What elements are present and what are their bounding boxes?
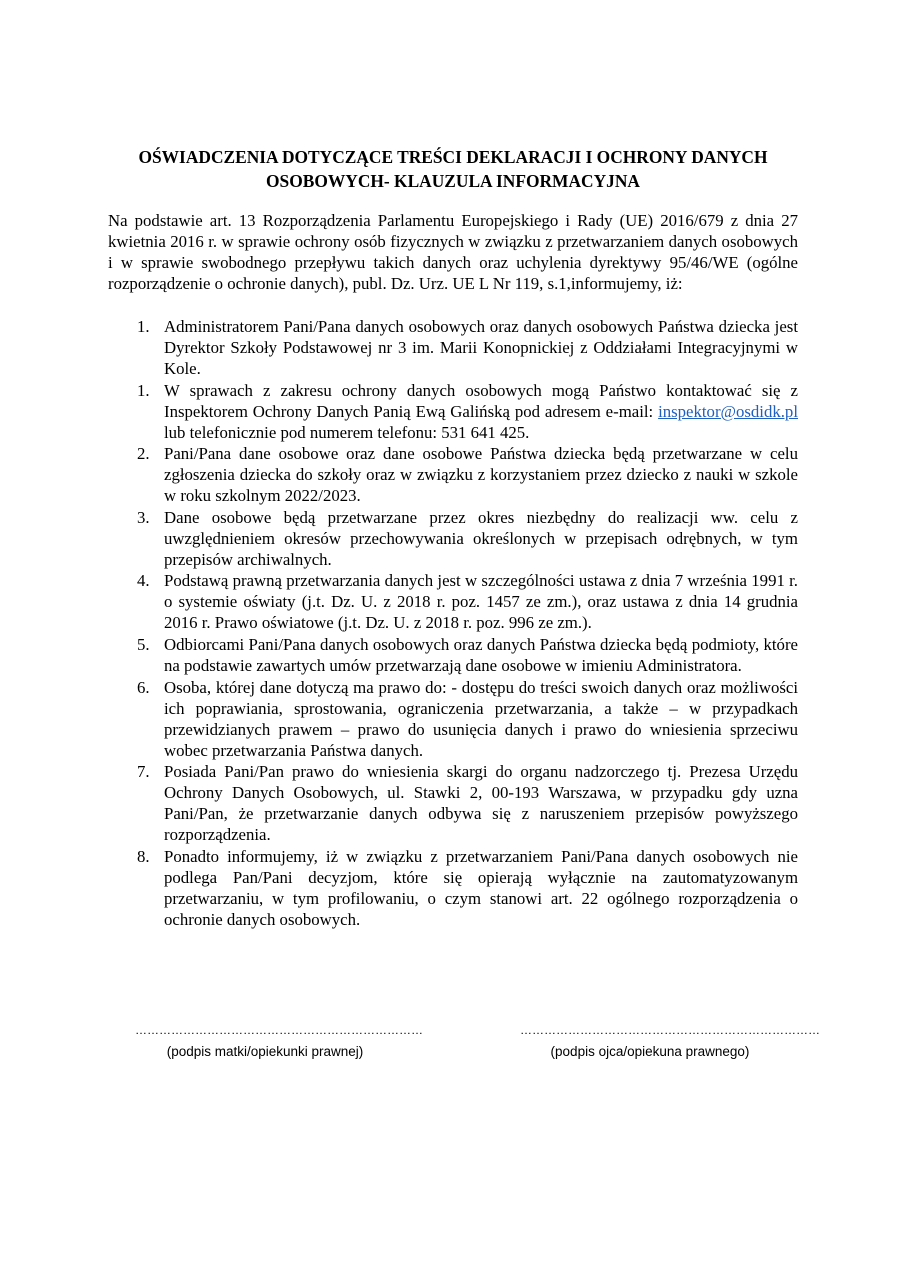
list-item-number: 1. [137,317,150,336]
signature-line: ………………………………………………………………… [520,1023,820,1037]
list-item-number: 2. [137,444,150,464]
list-item [108,507,798,570]
list-item [108,761,798,845]
document-title [108,145,798,193]
list-item [108,316,798,379]
list-item-text: Pani/Pana dane osobowe oraz dane osobowe Państwa dziecka będą przetwarzane w celu zgłoszenia dziecka do szkoły oraz w związku z korzystaniem przez dziecko z nauki w szkole w roku szkolnym 2022/2023. [164,444,798,506]
list-item-number: 6. [137,677,150,697]
list-item [108,677,798,761]
list-item [108,570,798,633]
clause-list [108,316,798,930]
list-item [108,846,798,930]
title-line-2: OSOBOWYCH- KLAUZULA INFORMACYJNA [266,171,640,191]
signature-line: ……………………………………………………………… [135,1023,423,1037]
list-item-text: Posiada Pani/Pan prawo do wniesienia skargi do organu nadzorczego tj. Prezesa Urzędu Ochrony Danych Osobowych, ul. Stawki 2, 00-193 Warszawa, w przypadku gdy uzna Pani/Pan, że przetwarzanie danych odbywa się z naruszeniem przepisów powyższego rozporządzenia. [164,762,798,845]
title-line-1: OŚWIADCZENIA DOTYCZĄCE TREŚCI DEKLARACJI I OCHRONY DANYCH [138,147,768,167]
list-item [108,380,798,443]
signature-father [520,1022,820,1061]
list-item-text: lub telefonicznie pod numerem telefonu: 531 641 425. [164,422,530,442]
signature-label: (podpis matki/opiekunki prawnej) [166,1044,364,1059]
list-item-number: 4. [137,571,150,591]
list-item-number: 3. [137,507,150,527]
intro-paragraph: Na podstawie art. 13 Rozporządzenia Parlamentu Europejskiego i Rady (UE) 2016/679 z dnia 27 kwietnia 2016 r. w sprawie ochrony osób fizycznych w związku z przetwarzaniem danych osobowych i w sprawie swobodnego przepływu takich danych oraz uchylenia dyrektywy 95/46/WE (ogólne rozporządzenie o ochronie danych), publ. Dz. Urz. UE L Nr 119, s.1,informujemy, iż: [108,211,798,293]
list-item-text: W sprawach z zakresu ochrony danych osobowych mogą Państwo kontaktować się z Inspektorem Ochrony Danych Panią Ewą Galińską pod adresem e-mail: [164,380,798,421]
list-item-text: Podstawą prawną przetwarzania danych jest w szczególności ustawa z dnia 7 września 1991 r. o systemie oświaty (j.t. Dz. U. z 2018 r. poz. 1457 ze zm.), oraz ustawa z dnia 14 grudnia 2016 r. Prawo oświatowe (j.t. Dz. U. z 2018 r. poz. 996 ze zm.). [164,571,798,633]
list-item-text: Ponadto informujemy, iż w związku z przetwarzaniem Pani/Pana danych osobowych nie podlega Pan/Pani decyzjom, które się opierają wyłącznie na zautomatyzowanym przetwarzaniu, w tym profilowaniu, o czym stanowi art. 22 ogólnego rozporządzenia o ochronie danych osobowych. [164,846,798,929]
signature-label: (podpis ojca/opiekuna prawnego) [550,1044,750,1059]
email-link[interactable]: inspektor@osdidk.pl [658,401,798,421]
list-item [108,443,798,506]
list-item [108,634,798,676]
list-item-number: 1. [137,380,150,400]
list-item-text: Administratorem Pani/Pana danych osobowych oraz danych osobowych Państwa dziecka jest Dyrektor Szkoły Podstawowej nr 3 im. Marii Konopnickiej z Oddziałami Integracyjnymi w Kole. [164,317,798,378]
list-item-text: Osoba, której dane dotyczą ma prawo do: - dostępu do treści swoich danych oraz możliwości ich poprawiania, sprostowania, ograniczenia przetwarzania, a także – w przypadkach przewidzianych prawem – prawo do usunięcia danych i prawo do wniesienia sprzeciwu wobec przetwarzania Państwa danych. [164,677,798,760]
list-item-number: 8. [137,846,150,866]
list-item-number: 5. [137,634,150,654]
list-item-text: Odbiorcami Pani/Pana danych osobowych oraz danych Państwa dziecka będą podmioty, które na podstawie zawartych umów przetwarzają dane osobowe w imieniu Administratora. [164,634,798,675]
list-item-text: Dane osobowe będą przetwarzane przez okres niezbędny do realizacji ww. celu z uwzględnieniem okresów przechowywania określonych w przepisach odrębnych, w tym przepisów archiwalnych. [164,507,798,569]
list-item-number: 7. [137,762,150,782]
signature-mother [135,1022,423,1061]
